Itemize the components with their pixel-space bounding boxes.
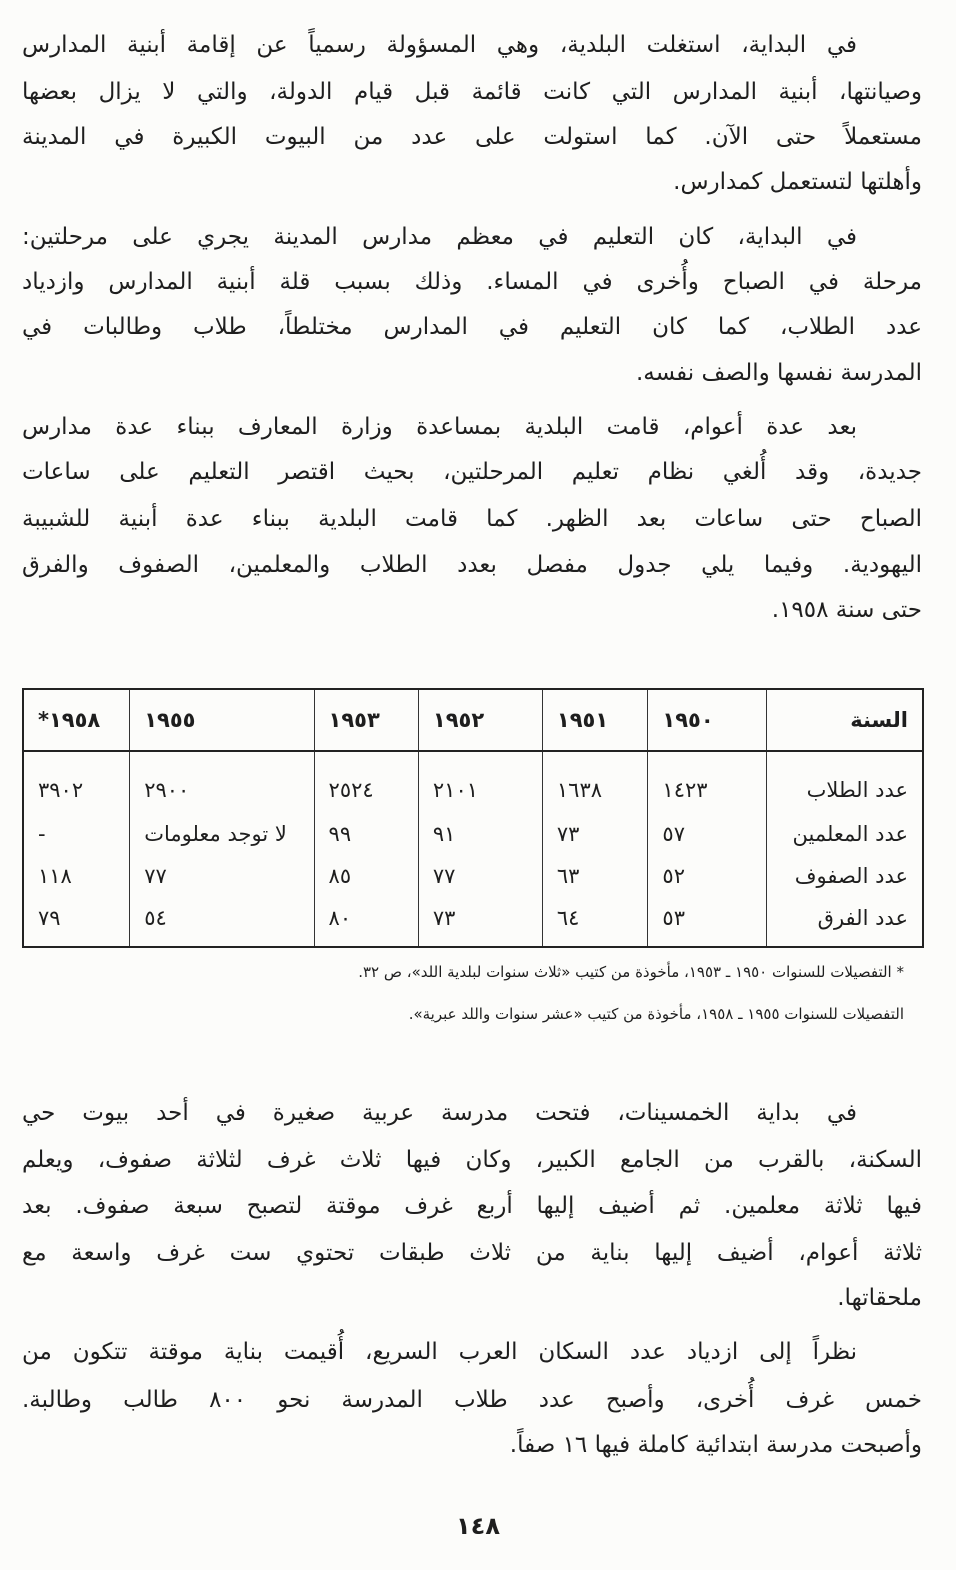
table-cell: ٧٧: [130, 862, 314, 904]
table-cell: ٩١: [418, 820, 542, 862]
text-line: المدرسة نفسها والصف نفسه.: [635, 360, 922, 386]
row-label: عدد المعلمين: [766, 820, 923, 862]
table-cell: ٩٩: [314, 820, 418, 862]
table-cell: ٧٣: [418, 904, 542, 947]
table-cell: ٧٧: [418, 862, 542, 904]
table-cell: ٦٣: [542, 862, 648, 904]
text-line: وأهلتها لتستعمل كمدارس.: [673, 169, 922, 195]
table-cell: ٨٠: [314, 904, 418, 947]
table-cell: ١٤٢٣: [648, 751, 766, 820]
table-header-cell: ١٩٥١: [542, 689, 648, 751]
text-line: السكنة، بالقرب من الجامع الكبير، وكان فيها ثلاث غرف لثلاثة صفوف، ويعلم: [22, 1147, 922, 1173]
table-cell: ٢٩٠٠: [130, 751, 314, 820]
text-line: مرحلة في الصباح وأُخرى في المساء. وذلك بسبب قلة أبنية المدارس وازدياد: [22, 269, 922, 295]
table-cell: ٥٤: [130, 904, 314, 947]
table-row: [23, 751, 923, 820]
text-line: الصباح حتى ساعات بعد الظهر. كما قامت البلدية ببناء عدة أبنية للشبيبة: [22, 506, 922, 532]
table-cell: -: [23, 820, 130, 862]
text-line: في بداية الخمسينات، فتحت مدرسة عربية صغيرة في أحد بيوت حي: [22, 1100, 857, 1126]
table-row: [23, 862, 923, 904]
table-header-row: [23, 689, 923, 751]
text-line: وصيانتها، أبنية المدارس التي كانت قائمة قبل قيام الدولة، والتي لا يزال بعضها: [22, 79, 922, 105]
text-line: في البداية، استغلت البلدية، وهي المسؤولة رسمياً عن إقامة أبنية المدارس: [22, 32, 857, 58]
table-header-cell: ١٩٥٨*: [23, 689, 130, 751]
table-cell: ٦٤: [542, 904, 648, 947]
table-row: [23, 820, 923, 862]
table-cell: ٥٧: [648, 820, 766, 862]
table-header-cell: ١٩٥٥: [130, 689, 314, 751]
text-line: نظراً إلى ازدياد عدد السكان العرب السريع، أُقيمت بناية موقتة تتكون من: [22, 1339, 857, 1365]
table-header-cell: السنة: [766, 689, 923, 751]
table-cell: ١٦٣٨: [542, 751, 648, 820]
table-cell: ٨٥: [314, 862, 418, 904]
footnote: * التفصيلات للسنوات ١٩٥٠ ـ ١٩٥٣، مأخوذة من كتيب «ثلاث سنوات لبلدية اللد»، ص ٣٢.: [358, 963, 904, 981]
footnote: التفصيلات للسنوات ١٩٥٥ ـ ١٩٥٨، مأخوذة من كتيب «عشر سنوات واللد عبرية».: [408, 1005, 904, 1023]
text-line: جديدة، وقد أُلغي نظام تعليم المرحلتين، بحيث اقتصر التعليم على ساعات: [22, 459, 922, 485]
table-cell: لا توجد معلومات: [130, 820, 314, 862]
text-line: حتى سنة ١٩٥٨.: [771, 597, 922, 623]
school-statistics-table: [22, 688, 924, 948]
row-label: عدد الفرق: [766, 904, 923, 947]
table-body: [23, 751, 923, 947]
page-number: ١٤٨: [456, 1512, 500, 1540]
table-header-cell: ١٩٥٠: [648, 689, 766, 751]
table-row: [23, 904, 923, 947]
text-line: في البداية، كان التعليم في معظم مدارس المدينة يجري على مرحلتين:: [22, 224, 857, 250]
table-cell: ١١٨: [23, 862, 130, 904]
text-line: بعد عدة أعوام، قامت البلدية بمساعدة وزارة المعارف ببناء عدة مدارس: [22, 414, 857, 440]
text-line: ملحقاتها.: [837, 1285, 922, 1311]
text-line: وأصبحت مدرسة ابتدائية كاملة فيها ١٦ صفاً.: [509, 1432, 922, 1458]
table-cell: ٢١٠١: [418, 751, 542, 820]
table-cell: ٥٣: [648, 904, 766, 947]
text-line: عدد الطلاب، كما كان التعليم في المدارس مختلطاً، طلاب وطالبات في: [22, 314, 922, 340]
table-cell: ٧٩: [23, 904, 130, 947]
text-line: فيها ثلاثة معلمين. ثم أضيف إليها أربع غرف موقتة لتصبح سبعة صفوف. بعد: [22, 1193, 922, 1219]
table-header-cell: ١٩٥٣: [314, 689, 418, 751]
table-cell: ٢٥٢٤: [314, 751, 418, 820]
row-label: عدد الصفوف: [766, 862, 923, 904]
table-cell: ٧٣: [542, 820, 648, 862]
text-line: خمس غرف أُخرى، وأصبح عدد طلاب المدرسة نحو ٨٠٠ طالب وطالبة.: [22, 1387, 922, 1413]
row-label: عدد الطلاب: [766, 751, 923, 820]
text-line: ثلاثة أعوام، أضيف إليها بناية من ثلاث طبقات تحتوي ست غرف واسعة مع: [22, 1240, 922, 1266]
table-cell: ٣٩٠٢: [23, 751, 130, 820]
text-line: اليهودية. وفيما يلي جدول مفصل بعدد الطلاب والمعلمين، الصفوف والفرق: [22, 552, 922, 578]
table-cell: ٥٢: [648, 862, 766, 904]
text-line: مستعملاً حتى الآن. كما استولت على عدد من البيوت الكبيرة في المدينة: [22, 124, 922, 150]
table-header-cell: ١٩٥٢: [418, 689, 542, 751]
